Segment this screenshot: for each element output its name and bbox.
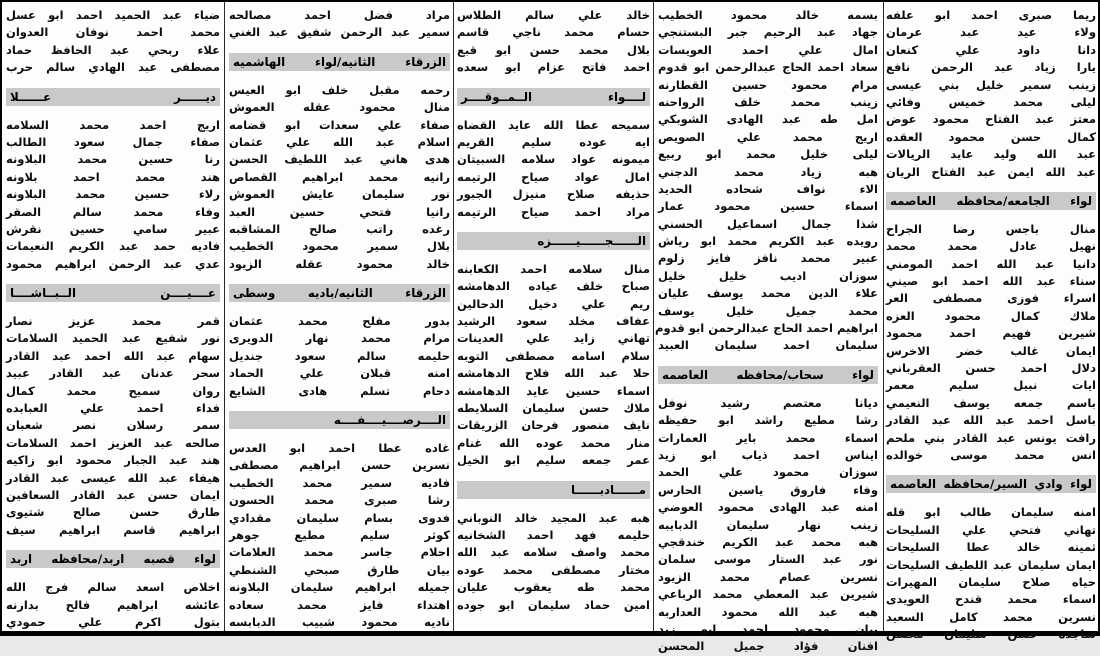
name-line: حذيفه صلاح منيزل الجبور	[457, 187, 650, 202]
name-line: وفاء محمد سالم الصقر	[6, 204, 220, 219]
name-line: سعاد احمد الحاج عبدالرحمن ابو قدوم	[658, 60, 878, 75]
name-line: سلام اسامه مصطفى التوبه	[457, 348, 650, 363]
name-line: نور شفيع عبد الحميد السلامات	[6, 331, 220, 346]
name-line: محمد جميل خليل يوسف	[658, 303, 878, 318]
name-line: سميحه عطا الله عايد القضاه	[457, 117, 650, 132]
name-line: غاده عطا احمد ابو العدس	[229, 441, 450, 456]
name-line: رلاء حسين محمد البلاونه	[6, 187, 220, 202]
name-line: سحر عدنان عبد القادر عبيد	[6, 366, 220, 381]
name-line: صالحه عبد العزيز احمد السلامات	[6, 435, 220, 450]
name-line: امين حماد سليمان ابو جوده	[457, 597, 650, 612]
name-line: اخلاص اسعد سالم فرج الله	[6, 580, 220, 595]
name-line: عبد الله وليد عايد الريالات	[886, 147, 1096, 162]
name-line: احمد فاتح عزام ابو سعده	[457, 60, 650, 75]
name-line: بتول اكرم علي حمودي	[6, 614, 220, 629]
name-line: جميله ابراهيم سليمان البلاونه	[229, 580, 450, 595]
name-line: ليلى محمد خميس وفائي	[886, 94, 1096, 109]
name-line: ايات نبيل سليم معمر	[886, 378, 1096, 393]
name-line: فاديه حمد عبد الكريم النعيمات	[6, 239, 220, 254]
name-line: دانيا عبد الله احمد المومني	[886, 256, 1096, 271]
name-line: عمر جمعه سليم ابو الخيل	[457, 453, 650, 468]
column-divider	[883, 2, 884, 631]
name-line: بدور مفلح محمد عثمان	[229, 314, 450, 329]
name-line: منال محمود عقله العموش	[229, 100, 450, 115]
name-line: رشا صبرى محمد الحسون	[229, 493, 450, 508]
name-line: سوزان محمود علي الحمد	[658, 465, 878, 480]
name-line: كمال حسن محمود العقده	[886, 129, 1096, 144]
name-line: امنه سليمان طالب ابو قله	[886, 505, 1096, 520]
name-line: بيان محمود احمد ابو زيد	[658, 621, 878, 636]
name-line: بلال سمير محمود الخطيب	[229, 239, 450, 254]
name-line: فداء احمد علي العبابده	[6, 401, 220, 416]
name-line: ساجده حسن سليمان محسن	[886, 627, 1096, 642]
name-line: نايف منصور فرحان الزريقات	[457, 418, 650, 433]
name-line: مرام محمود حسين القطارنه	[658, 77, 878, 92]
column-4	[229, 2, 450, 631]
name-line: رافت يونس عبد القادر بني ملحم	[886, 430, 1096, 445]
name-line: مراد فضل احمد مصالحه	[229, 8, 450, 22]
name-line: امنه عبد الهادى محمود العوضي	[658, 500, 878, 515]
name-line: محمد واصف سلامه عبد الله	[457, 545, 650, 560]
section-header: الــــرصــــيــــفــــه	[229, 411, 450, 429]
name-line: سوزان اديب خليل خليل	[658, 268, 878, 283]
name-line: تهاني زايد علي العدينات	[457, 331, 650, 346]
column-1-rightmost	[886, 2, 1096, 642]
name-line: نسرين حسن ابراهيم مصطفى	[229, 458, 450, 473]
name-line: بسمه خالد محمود الخطيب	[658, 8, 878, 22]
name-line: هبه زياد محمد الدجني	[658, 164, 878, 179]
section-header: لــــواء الــمــوقــــر	[457, 88, 650, 106]
name-line: منال سلامه احمد الكعابنه	[457, 261, 650, 276]
section-header: مــــــادبــــــا	[457, 481, 650, 499]
section-header: لواء سحاب/محافظه العاصمه	[658, 366, 878, 384]
name-line: دانا داود علي كنعان	[886, 42, 1096, 57]
name-line: خالد علي سالم الطلاس	[457, 8, 650, 22]
name-line: اسماء حسين عايد الدهامشه	[457, 383, 650, 398]
name-line: ثمينه خالد عطا السليحات	[886, 540, 1096, 555]
column-divider	[224, 2, 225, 631]
name-line: ليلى خليل محمد ابو ربيع	[658, 147, 878, 162]
name-line: حليمه سالم سعود جنديل	[229, 348, 450, 363]
name-line: امل طه عبد الهادى الشوبكي	[658, 112, 878, 127]
name-line: شيرين عبد المعطي محمد الرباعي	[658, 587, 878, 602]
name-line: رحمه مقبل خلف ابو العيس	[229, 82, 450, 97]
name-line: ابراهيم احمد الحاج عبدالرحمن ابو قدوم	[655, 321, 878, 336]
name-line: انس محمد موسى خوالده	[886, 447, 1096, 462]
name-line: رانيه محمد ابراهيم القصاص	[229, 169, 450, 184]
name-line: عبد الله ايمن عبد الفتاح الريان	[886, 164, 1096, 179]
name-line: باسم جمعه يوسف النعيمي	[886, 395, 1096, 410]
column-3	[457, 2, 650, 631]
name-line: رانيا فتحي حسين العبد	[229, 204, 450, 219]
name-line: محمد طه يعقوب عليان	[457, 580, 650, 595]
name-line: سمير عبد الرحمن شفيق عبد الغني	[229, 25, 450, 40]
name-line: مصطفى عبد الهادي سالم حرب	[6, 60, 220, 75]
name-line: فدوى بسام سليمان مقدادي	[229, 510, 450, 525]
name-line: ايناس احمد ذياب ابو زيد	[658, 447, 878, 462]
name-line: هبه عبد الله محمود العداربه	[658, 604, 878, 619]
name-line: هند محمد احمد بلاونه	[6, 169, 220, 184]
name-line: قمر محمد عزيز نصار	[6, 314, 220, 329]
name-line: اسماء محمد باير العمارات	[658, 430, 878, 445]
section-header: ديــــــر عــــــلا	[6, 88, 220, 106]
name-line: هدى هاني عبد اللطيف الحسن	[229, 152, 450, 167]
name-line: منال باجس رضا الجراح	[886, 221, 1096, 236]
name-line: ايمان غالب خضر الاخرس	[886, 343, 1096, 358]
name-line: تهاني فتحي علي السليحات	[886, 522, 1096, 537]
name-line: بلال محمد حسن ابو قبع	[457, 42, 650, 57]
column-5-leftmost	[6, 2, 220, 631]
section-header: لواء الجامعه/محافظه العاصمه	[886, 192, 1096, 210]
name-line: هبه محمد عبد الكريم خندقجي	[658, 534, 878, 549]
name-line: امنه قبلان علي الحماد	[229, 366, 450, 381]
name-line: ملاك حسن سليمان السلايطه	[457, 401, 650, 416]
name-line: امال علي احمد العويسات	[658, 42, 878, 57]
name-line: نور سليمان عايش العموش	[229, 187, 450, 202]
name-line: هند عبد الجبار محمود ابو زاكيه	[6, 453, 220, 468]
name-line: اريج احمد محمد السلامه	[6, 117, 220, 132]
name-line: شذا جمال اسماعيل الحسني	[658, 216, 878, 231]
name-line: هيفاء عبد الله عيسى عبد القادر	[6, 470, 220, 485]
column-divider	[453, 2, 454, 631]
name-line: بيان طارق صبحي الشنطي	[229, 562, 450, 577]
name-line: احلام جاسر محمد العلامات	[229, 545, 450, 560]
name-line: اسلام عبد الله علي عثمان	[229, 134, 450, 149]
name-line: نهيل عادل محمد محمد	[886, 239, 1096, 254]
name-line: زينب سمير خليل بني عيسى	[886, 77, 1096, 92]
name-line: نسرين محمد كامل السعيد	[886, 609, 1096, 624]
name-line: عفاف مخلد سعود الرشيد	[457, 314, 650, 329]
name-line: افنان فؤاد جميل المحسن	[658, 639, 878, 654]
name-line: سمر رسلان نصر شعبان	[6, 418, 220, 433]
name-line: باسل احمد عبد الله عبد القادر	[886, 413, 1096, 428]
name-line: دلال احمد حسن العقرباني	[886, 361, 1096, 376]
name-line: جهاد عبد الرحيم جبر البستنجي	[658, 25, 878, 40]
name-line: اسماء محمد قندح العويدى	[886, 592, 1096, 607]
name-line: حياه صلاح سليمان المهيرات	[886, 574, 1096, 589]
name-line: طارق حسن صالح شتيوى	[6, 505, 220, 520]
name-line: ديانا معتصم رشيد نوفل	[658, 395, 878, 410]
name-line: ايمان حسن عبد القادر السعافين	[6, 487, 220, 502]
name-line: مرام محمد نهار الدويرى	[229, 331, 450, 346]
name-line: عبير سامي حسين نقرش	[6, 221, 220, 236]
name-line: يارا زياد عبد الرحمن نافع	[886, 60, 1096, 75]
section-header: الــــــجــــــيــــــزه	[457, 232, 650, 250]
name-line: هبه عبد المجيد خالد النوباني	[457, 510, 650, 525]
section-header: لواء قصبه اربد/محافظه اربد	[6, 550, 220, 568]
section-header: الزرقاء الثانيه/لواء الهاشميه	[229, 53, 450, 71]
name-line: ملاك كمال محمود العزه	[886, 308, 1096, 323]
name-line: حسام محمد ناجي قاسم	[457, 25, 650, 40]
name-line: محمد احمد نوفان العدوان	[6, 25, 220, 40]
name-line: دحام تسلم هادى الشايع	[229, 383, 450, 398]
name-line: اهتداء فايز محمد سعاده	[229, 597, 450, 612]
name-line: روان سميح محمد كمال	[6, 383, 220, 398]
name-line: حليمه فهد احمد الشخانيه	[457, 527, 650, 542]
name-line: مختار مصطفى محمد عوده	[457, 562, 650, 577]
name-line: رنا حسين محمد البلاونه	[6, 152, 220, 167]
name-line: شيرين فهيم احمد محمود	[886, 326, 1096, 341]
name-line: زينب نهار سليمان الدبايبه	[658, 517, 878, 532]
name-line: فاديه سمير محمد الخطيب	[229, 475, 450, 490]
name-line: ناديه محمود شبيب الدبابسه	[229, 614, 450, 629]
name-line: ريما صبرى احمد ابو علفه	[886, 8, 1096, 22]
name-line: ايه عوده سليم القريم	[457, 134, 650, 149]
name-line: صباح خلف عياده الدهامشه	[457, 279, 650, 294]
name-line: اسراء فوزى مصطفى العر	[886, 291, 1096, 306]
name-line: وفاء فاروق ياسين الحارس	[658, 482, 878, 497]
name-line: ابراهيم قاسم ابراهيم سيف	[6, 522, 220, 537]
name-line: صفاء جمال سعود الطالب	[6, 134, 220, 149]
name-line: رغده راتب صالح المشاقبه	[229, 221, 450, 236]
name-line: اسماء حسين محمود عمار	[658, 199, 878, 214]
name-line: اريج محمد علي الصويص	[658, 129, 878, 144]
name-line: عائشه ابراهيم فالح بدارنه	[6, 597, 220, 612]
name-line: صفاء علي سعدات ابو قضامه	[229, 117, 450, 132]
name-line: نسرين عصام محمد الزيود	[658, 569, 878, 584]
name-line: خالد محمود عقله الزيود	[229, 256, 450, 271]
section-header: الزرقاء الثانيه/باديه وسطى	[229, 284, 450, 302]
name-line: ضياء عبد الحميد احمد ابو عسل	[6, 8, 220, 22]
name-line: امال عواد صياح الرتيمه	[457, 169, 650, 184]
name-line: ايمان سليمان عبد اللطيف السليحات	[886, 557, 1096, 572]
name-line: ريم علي دخيل الدحالين	[457, 296, 650, 311]
name-line: حلا عبد الله فلاح الدهامشه	[457, 366, 650, 381]
name-line: نور عبد الستار موسى سلمان	[658, 552, 878, 567]
name-line: معتز عبد الفتاح محمود عوض	[886, 112, 1096, 127]
name-line: ميمونه عواد سلامه السبيتان	[457, 152, 650, 167]
name-line: عبير محمد نافز فايز زلوم	[658, 251, 878, 266]
name-line: سناء عبد الله احمد ابو صيني	[886, 274, 1096, 289]
name-line: رشا مطيع راشد ابو حفيظه	[658, 413, 878, 428]
name-line: ولاء عيد عبد عرمان	[886, 25, 1096, 40]
section-header: عــــيــــن الــبــاشــــا	[6, 284, 220, 302]
name-line: سهام عبد الله احمد عبد القادر	[6, 348, 220, 363]
column-2	[655, 2, 878, 654]
column-divider	[653, 2, 654, 631]
name-line: كوثر سليم مطيع جوهر	[229, 527, 450, 542]
name-line: علاء ربحي عبد الحافظ حماد	[6, 42, 220, 57]
name-line: مراد احمد صياح الرتيمه	[457, 204, 650, 219]
name-line: زينب محمد خلف الرواحنه	[658, 94, 878, 109]
name-line: منار محمد عوده الله غنام	[457, 435, 650, 450]
name-line: الاء نواف شحاده الحديد	[658, 181, 878, 196]
section-header: لواء وادي السير/محافظه العاصمه	[886, 475, 1096, 493]
name-line: عدي عبد الرحمن ابراهيم محمود	[6, 256, 220, 271]
name-line: سليمان احمد سليمان العبيد	[658, 338, 878, 353]
name-line: علاء الدين محمد يوسف عليان	[658, 286, 878, 301]
name-line: رويده عبد الكريم محمد ابو رياش	[658, 234, 878, 249]
